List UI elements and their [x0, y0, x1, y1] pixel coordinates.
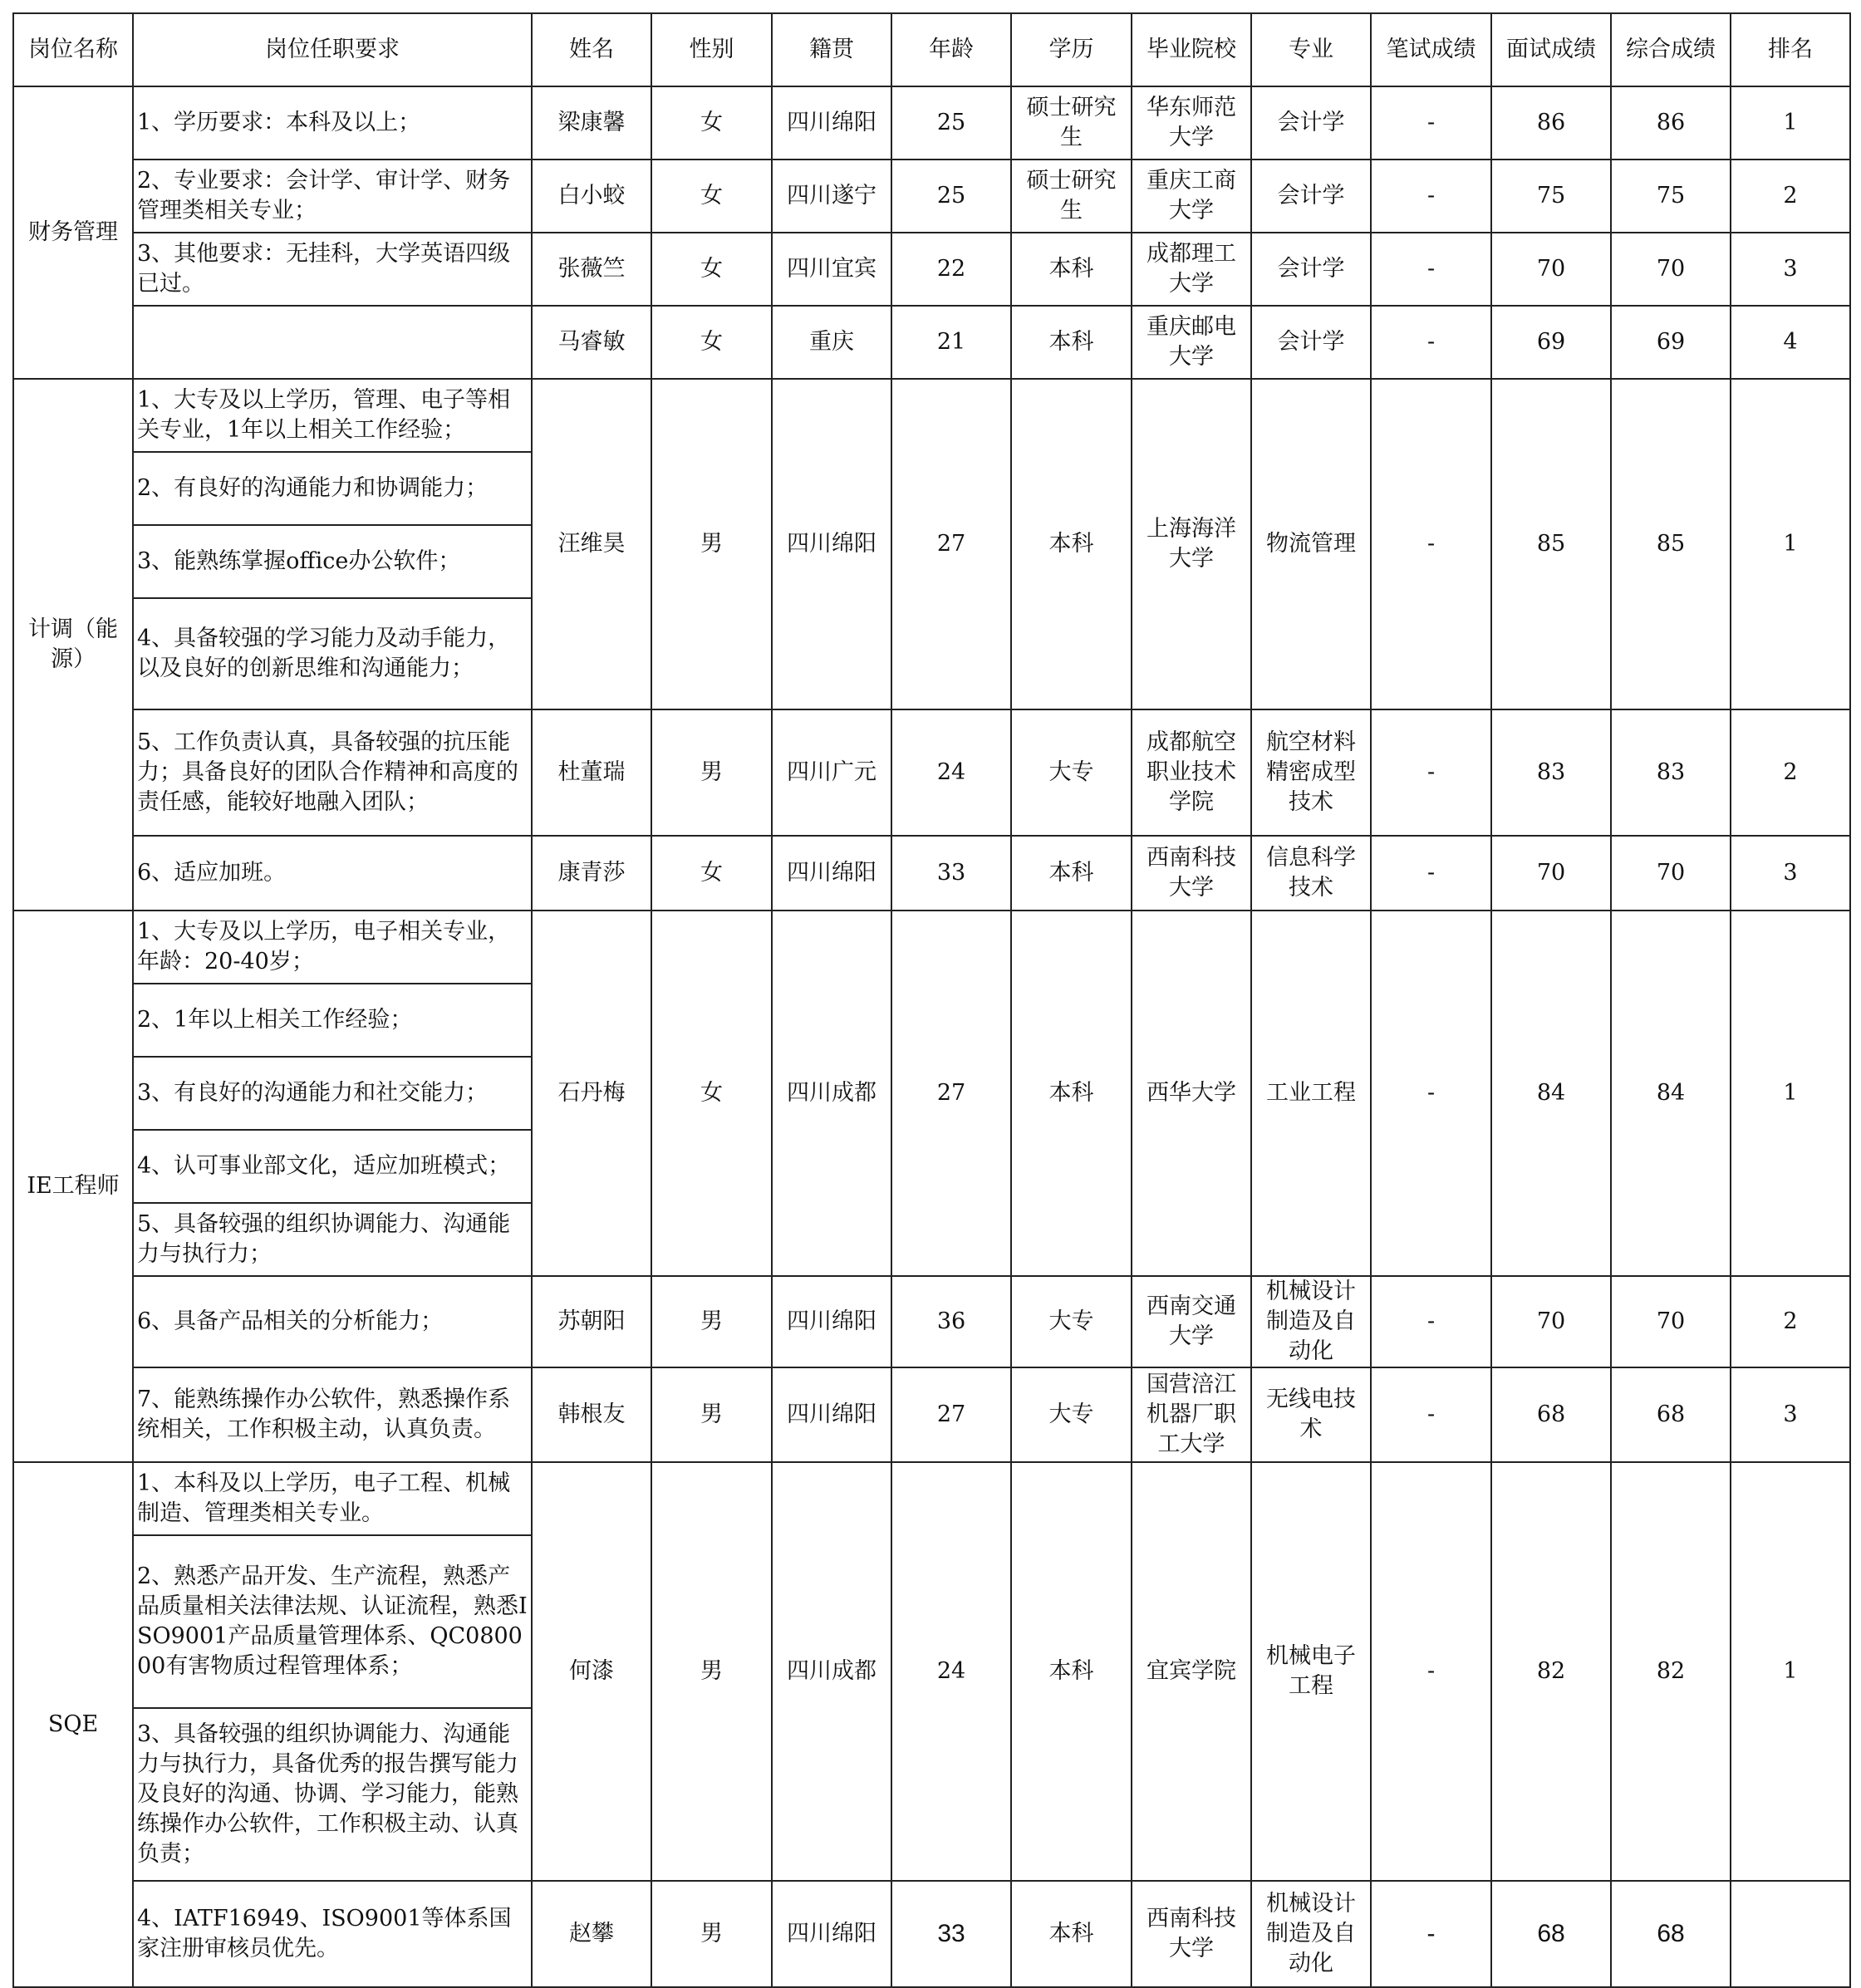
- written-score: -: [1371, 379, 1491, 709]
- written-score: -: [1371, 1367, 1491, 1462]
- candidate-origin: 四川成都: [772, 911, 891, 1276]
- candidate-gender: 男: [651, 1462, 772, 1881]
- total-score: 75: [1611, 160, 1731, 233]
- written-score: -: [1371, 911, 1491, 1276]
- candidate-age: 36: [891, 1276, 1011, 1367]
- candidate-name: 石丹梅: [532, 911, 651, 1276]
- candidate-name: 赵攀: [532, 1881, 651, 1987]
- col-header-written-score: 笔试成绩: [1371, 13, 1491, 86]
- candidate-school: 宜宾学院: [1132, 1462, 1251, 1881]
- candidate-education: 大专: [1011, 709, 1132, 836]
- interview-score: 68: [1491, 1881, 1611, 1987]
- requirement-cell: 2、专业要求：会计学、审计学、财务管理类相关专业；: [133, 160, 532, 233]
- total-score: 86: [1611, 86, 1731, 160]
- table-row: [13, 1367, 1850, 1462]
- candidate-age: 24: [891, 709, 1011, 836]
- col-header-name: 姓名: [532, 13, 651, 86]
- interview-score: 84: [1491, 911, 1611, 1276]
- rank: 3: [1731, 1367, 1850, 1462]
- candidate-school: 西南交通大学: [1132, 1276, 1251, 1367]
- candidate-age: 22: [891, 233, 1011, 306]
- interview-score: 82: [1491, 1462, 1611, 1881]
- candidate-gender: 男: [651, 1881, 772, 1987]
- requirement-cell: 1、本科及以上学历，电子工程、机械制造、管理类相关专业。: [133, 1462, 532, 1535]
- candidate-major: 机械设计制造及自动化: [1251, 1276, 1371, 1367]
- candidate-age: 33: [891, 836, 1011, 911]
- position-cell: SQE: [13, 1462, 133, 1987]
- total-score: 68: [1611, 1881, 1731, 1987]
- total-score: 85: [1611, 379, 1731, 709]
- written-score: -: [1371, 1881, 1491, 1987]
- candidate-major: 会计学: [1251, 306, 1371, 379]
- recruitment-results-table: [12, 12, 1851, 1988]
- requirement-cell: 7、能熟练操作办公软件，熟悉操作系统相关，工作积极主动，认真负责。: [133, 1367, 532, 1462]
- candidate-origin: 四川绵阳: [772, 1276, 891, 1367]
- rank: 1: [1731, 1462, 1850, 1881]
- requirement-cell: 1、学历要求：本科及以上；: [133, 86, 532, 160]
- rank: 2: [1731, 1276, 1850, 1367]
- rank: 2: [1731, 709, 1850, 836]
- candidate-major: 机械电子工程: [1251, 1462, 1371, 1881]
- candidate-age: 27: [891, 379, 1011, 709]
- candidate-major: 会计学: [1251, 233, 1371, 306]
- requirement-cell: 1、大专及以上学历，管理、电子等相关专业，1年以上相关工作经验；: [133, 379, 532, 452]
- candidate-education: 大专: [1011, 1276, 1132, 1367]
- col-header-origin: 籍贯: [772, 13, 891, 86]
- col-header-age: 年龄: [891, 13, 1011, 86]
- table-row: [13, 233, 1850, 306]
- candidate-name: 马睿敏: [532, 306, 651, 379]
- requirement-cell: 6、具备产品相关的分析能力；: [133, 1276, 532, 1367]
- candidate-name: 韩根友: [532, 1367, 651, 1462]
- total-score: 70: [1611, 233, 1731, 306]
- candidate-major: 工业工程: [1251, 911, 1371, 1276]
- candidate-age: 24: [891, 1462, 1011, 1881]
- rank: 4: [1731, 306, 1850, 379]
- candidate-origin: 四川成都: [772, 1462, 891, 1881]
- candidate-major: 会计学: [1251, 86, 1371, 160]
- candidate-age: 25: [891, 160, 1011, 233]
- candidate-major: 机械设计制造及自动化: [1251, 1881, 1371, 1987]
- interview-score: 70: [1491, 1276, 1611, 1367]
- written-score: -: [1371, 233, 1491, 306]
- requirement-cell: 3、有良好的沟通能力和社交能力；: [133, 1057, 532, 1130]
- candidate-age: 21: [891, 306, 1011, 379]
- candidate-major: 会计学: [1251, 160, 1371, 233]
- written-score: -: [1371, 306, 1491, 379]
- candidate-gender: 女: [651, 836, 772, 911]
- requirement-cell: 5、具备较强的组织协调能力、沟通能力与执行力；: [133, 1203, 532, 1276]
- requirement-cell: 2、熟悉产品开发、生产流程，熟悉产品质量相关法律法规、认证流程，熟悉ISO9001产品质量管理体系、QC080000有害物质过程管理体系；: [133, 1535, 532, 1708]
- table-row: [13, 911, 1850, 984]
- col-header-position: 岗位名称: [13, 13, 133, 86]
- rank: 3: [1731, 233, 1850, 306]
- table-row: [13, 379, 1850, 452]
- interview-score: 70: [1491, 836, 1611, 911]
- interview-score: 75: [1491, 160, 1611, 233]
- candidate-age: 33: [891, 1881, 1011, 1987]
- candidate-name: 张薇竺: [532, 233, 651, 306]
- table-row: [13, 709, 1850, 836]
- candidate-school: 成都航空职业技术学院: [1132, 709, 1251, 836]
- requirement-cell: 4、IATF16949、ISO9001等体系国家注册审核员优先。: [133, 1881, 532, 1987]
- candidate-school: 成都理工大学: [1132, 233, 1251, 306]
- candidate-name: 康青莎: [532, 836, 651, 911]
- position-cell: 财务管理: [13, 86, 133, 379]
- table-row: [13, 1462, 1850, 1535]
- total-score: 70: [1611, 836, 1731, 911]
- requirement-cell: 4、具备较强的学习能力及动手能力，以及良好的创新思维和沟通能力；: [133, 598, 532, 709]
- candidate-school: 华东师范大学: [1132, 86, 1251, 160]
- candidate-school: 上海海洋大学: [1132, 379, 1251, 709]
- candidate-name: 白小蛟: [532, 160, 651, 233]
- candidate-education: 本科: [1011, 233, 1132, 306]
- candidate-gender: 女: [651, 911, 772, 1276]
- position-cell: 计调（能源）: [13, 379, 133, 911]
- candidate-school: 重庆邮电大学: [1132, 306, 1251, 379]
- candidate-name: 汪维昊: [532, 379, 651, 709]
- candidate-major: 信息科学技术: [1251, 836, 1371, 911]
- col-header-requirements: 岗位任职要求: [133, 13, 532, 86]
- interview-score: 83: [1491, 709, 1611, 836]
- requirement-cell: 1、大专及以上学历，电子相关专业，年龄：20-40岁；: [133, 911, 532, 984]
- requirement-cell: 6、适应加班。: [133, 836, 532, 911]
- table-row: [13, 306, 1850, 379]
- total-score: 83: [1611, 709, 1731, 836]
- rank: 2: [1731, 160, 1850, 233]
- col-header-school: 毕业院校: [1132, 13, 1251, 86]
- requirement-cell: 2、1年以上相关工作经验；: [133, 984, 532, 1057]
- candidate-school: 重庆工商大学: [1132, 160, 1251, 233]
- written-score: -: [1371, 160, 1491, 233]
- rank: 3: [1731, 836, 1850, 911]
- candidate-education: 本科: [1011, 379, 1132, 709]
- candidate-school: 西南科技大学: [1132, 1881, 1251, 1987]
- candidate-gender: 女: [651, 160, 772, 233]
- written-score: -: [1371, 1462, 1491, 1881]
- table-row: [13, 836, 1850, 911]
- col-header-education: 学历: [1011, 13, 1132, 86]
- col-header-total-score: 综合成绩: [1611, 13, 1731, 86]
- candidate-origin: 四川绵阳: [772, 379, 891, 709]
- requirement-cell: 3、其他要求：无挂科，大学英语四级已过。: [133, 233, 532, 306]
- rank: 1: [1731, 86, 1850, 160]
- candidate-gender: 男: [651, 379, 772, 709]
- interview-score: 86: [1491, 86, 1611, 160]
- candidate-gender: 男: [651, 1276, 772, 1367]
- candidate-origin: 四川广元: [772, 709, 891, 836]
- interview-score: 85: [1491, 379, 1611, 709]
- requirement-cell: 4、认可事业部文化，适应加班模式；: [133, 1130, 532, 1203]
- candidate-origin: 重庆: [772, 306, 891, 379]
- candidate-name: 梁康馨: [532, 86, 651, 160]
- requirement-cell: 5、工作负责认真，具备较强的抗压能力；具备良好的团队合作精神和高度的责任感，能较好地融入团队；: [133, 709, 532, 836]
- written-score: -: [1371, 1276, 1491, 1367]
- rank: 1: [1731, 379, 1850, 709]
- total-score: 82: [1611, 1462, 1731, 1881]
- requirement-cell: 3、具备较强的组织协调能力、沟通能力与执行力，具备优秀的报告撰写能力及良好的沟通、协调、学习能力，能熟练操作办公软件，工作积极主动、认真负责；: [133, 1708, 532, 1881]
- candidate-major: 物流管理: [1251, 379, 1371, 709]
- rank: [1731, 1881, 1850, 1987]
- candidate-education: 本科: [1011, 1462, 1132, 1881]
- candidate-age: 27: [891, 1367, 1011, 1462]
- written-score: -: [1371, 836, 1491, 911]
- candidate-origin: 四川绵阳: [772, 86, 891, 160]
- candidate-origin: 四川绵阳: [772, 1881, 891, 1987]
- col-header-gender: 性别: [651, 13, 772, 86]
- interview-score: 68: [1491, 1367, 1611, 1462]
- requirement-cell: 2、有良好的沟通能力和协调能力；: [133, 452, 532, 525]
- candidate-origin: 四川绵阳: [772, 836, 891, 911]
- written-score: -: [1371, 86, 1491, 160]
- interview-score: 69: [1491, 306, 1611, 379]
- rank: 1: [1731, 911, 1850, 1276]
- table-row: [13, 1881, 1850, 1987]
- candidate-education: 硕士研究生: [1011, 86, 1132, 160]
- candidate-school: 西南科技大学: [1132, 836, 1251, 911]
- candidate-name: 苏朝阳: [532, 1276, 651, 1367]
- col-header-rank: 排名: [1731, 13, 1850, 86]
- candidate-gender: 男: [651, 709, 772, 836]
- candidate-education: 本科: [1011, 836, 1132, 911]
- candidate-education: 本科: [1011, 1881, 1132, 1987]
- col-header-major: 专业: [1251, 13, 1371, 86]
- candidate-name: 杜董瑞: [532, 709, 651, 836]
- header-row: [13, 13, 1850, 86]
- candidate-education: 本科: [1011, 911, 1132, 1276]
- table-row: [13, 160, 1850, 233]
- candidate-gender: 女: [651, 86, 772, 160]
- total-score: 70: [1611, 1276, 1731, 1367]
- col-header-interview-score: 面试成绩: [1491, 13, 1611, 86]
- total-score: 68: [1611, 1367, 1731, 1462]
- candidate-major: 无线电技术: [1251, 1367, 1371, 1462]
- total-score: 84: [1611, 911, 1731, 1276]
- requirement-cell: 3、能熟练掌握office办公软件；: [133, 525, 532, 598]
- candidate-age: 27: [891, 911, 1011, 1276]
- total-score: 69: [1611, 306, 1731, 379]
- candidate-education: 本科: [1011, 306, 1132, 379]
- candidate-gender: 女: [651, 233, 772, 306]
- position-cell: IE工程师: [13, 911, 133, 1462]
- candidate-gender: 男: [651, 1367, 772, 1462]
- interview-score: 70: [1491, 233, 1611, 306]
- candidate-name: 何漆: [532, 1462, 651, 1881]
- candidate-education: 大专: [1011, 1367, 1132, 1462]
- requirement-cell: [133, 306, 532, 379]
- written-score: -: [1371, 709, 1491, 836]
- candidate-origin: 四川绵阳: [772, 1367, 891, 1462]
- candidate-school: 国营涪江机器厂职工大学: [1132, 1367, 1251, 1462]
- candidate-gender: 女: [651, 306, 772, 379]
- candidate-school: 西华大学: [1132, 911, 1251, 1276]
- candidate-education: 硕士研究生: [1011, 160, 1132, 233]
- table-row: [13, 86, 1850, 160]
- candidate-origin: 四川宜宾: [772, 233, 891, 306]
- candidate-age: 25: [891, 86, 1011, 160]
- table-row: [13, 1276, 1850, 1367]
- candidate-major: 航空材料精密成型技术: [1251, 709, 1371, 836]
- candidate-origin: 四川遂宁: [772, 160, 891, 233]
